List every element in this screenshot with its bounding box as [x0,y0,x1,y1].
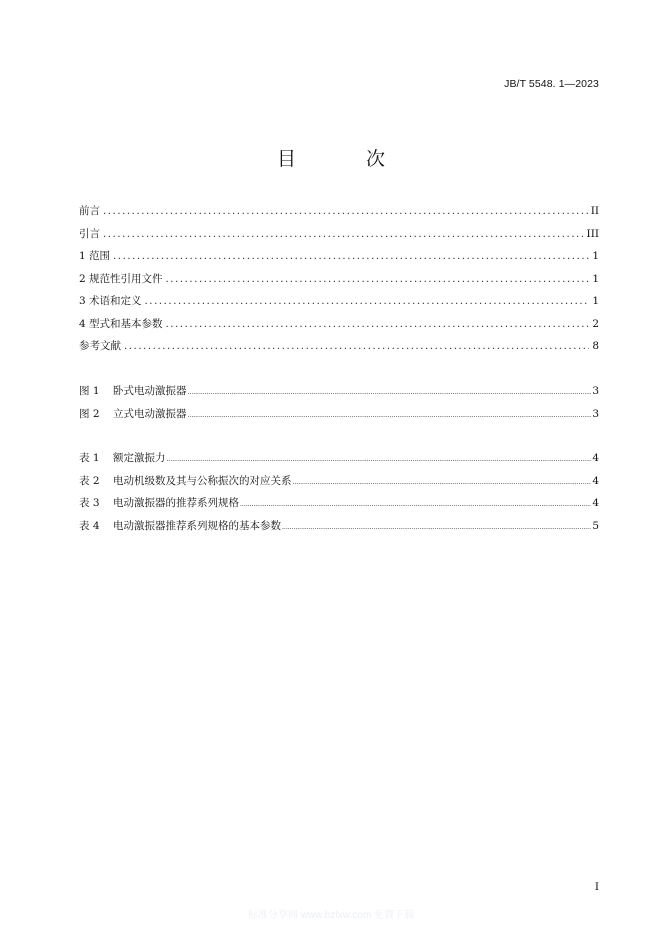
toc-item-page: III [586,227,599,240]
toc-item[interactable] [79,338,599,361]
toc-item[interactable] [79,271,599,294]
toc-item[interactable] [79,316,599,339]
toc-tables [79,450,599,540]
table-item[interactable] [79,518,599,541]
dot-leader [166,319,590,330]
dot-leader [293,479,592,486]
toc-item-page: 1 [592,250,599,262]
dot-leader [167,456,592,463]
toc-figures [79,383,599,428]
dot-leader [188,412,592,419]
table-page: 4 [592,497,599,509]
table-page: 5 [592,519,599,532]
figure-number: 图 2 [79,407,100,420]
figure-label: 立式电动激振器 [113,407,187,420]
dot-leader [103,229,584,240]
figure-item[interactable] [79,406,599,429]
toc-item-label: 参考文献 [79,340,121,352]
toc-item-label: 前言 [79,205,100,217]
dot-leader [282,524,591,531]
page-number: I [594,881,599,893]
table-label: 电动激振器的推荐系列规格 [113,497,239,509]
figure-page: 3 [592,385,599,397]
table-label: 额定激振力 [113,452,166,464]
table-label: 电动机级数及其与公称振次的对应关系 [113,474,292,487]
toc-main [79,203,599,361]
dot-leader [240,501,591,508]
toc-item-label: 4 型式和基本参数 [79,317,163,330]
figure-page: 3 [592,407,599,420]
figure-item[interactable] [79,383,599,406]
toc-item-page: II [590,205,599,217]
standard-code: JB/T 5548. 1—2023 [504,78,599,90]
table-item[interactable] [79,450,599,473]
page-title: 目 次 [276,148,418,170]
toc-item-label: 2 规范性引用文件 [79,272,163,285]
toc-item[interactable] [79,226,599,249]
dot-leader [113,251,589,262]
dot-leader [166,274,590,285]
table-page: 4 [592,452,599,464]
watermark: 标准分享网 www.bzfxw.com 免费下载 [247,910,415,921]
table-item[interactable] [79,495,599,518]
toc-item[interactable] [79,203,599,226]
table-number: 表 1 [79,452,100,464]
toc-item[interactable] [79,293,599,316]
dot-leader [124,341,589,352]
table-page: 4 [592,474,599,487]
figure-label: 卧式电动激振器 [113,385,187,397]
toc-item-page: 2 [592,317,599,330]
table-item[interactable] [79,473,599,496]
figure-number: 图 1 [79,385,100,397]
table-label: 电动激振器推荐系列规格的基本参数 [113,519,281,532]
dot-leader [145,296,590,307]
table-number: 表 3 [79,497,100,509]
dot-leader [188,389,592,396]
toc-item-label: 1 范围 [79,250,111,262]
toc-item-label: 3 术语和定义 [79,295,142,307]
toc-item[interactable] [79,248,599,271]
dot-leader [103,206,588,217]
toc-item-label: 引言 [79,227,100,240]
table-number: 表 4 [79,519,100,532]
table-number: 表 2 [79,474,100,487]
toc-item-page: 1 [592,272,599,285]
toc-item-page: 1 [592,295,599,307]
toc-item-page: 8 [592,340,599,352]
